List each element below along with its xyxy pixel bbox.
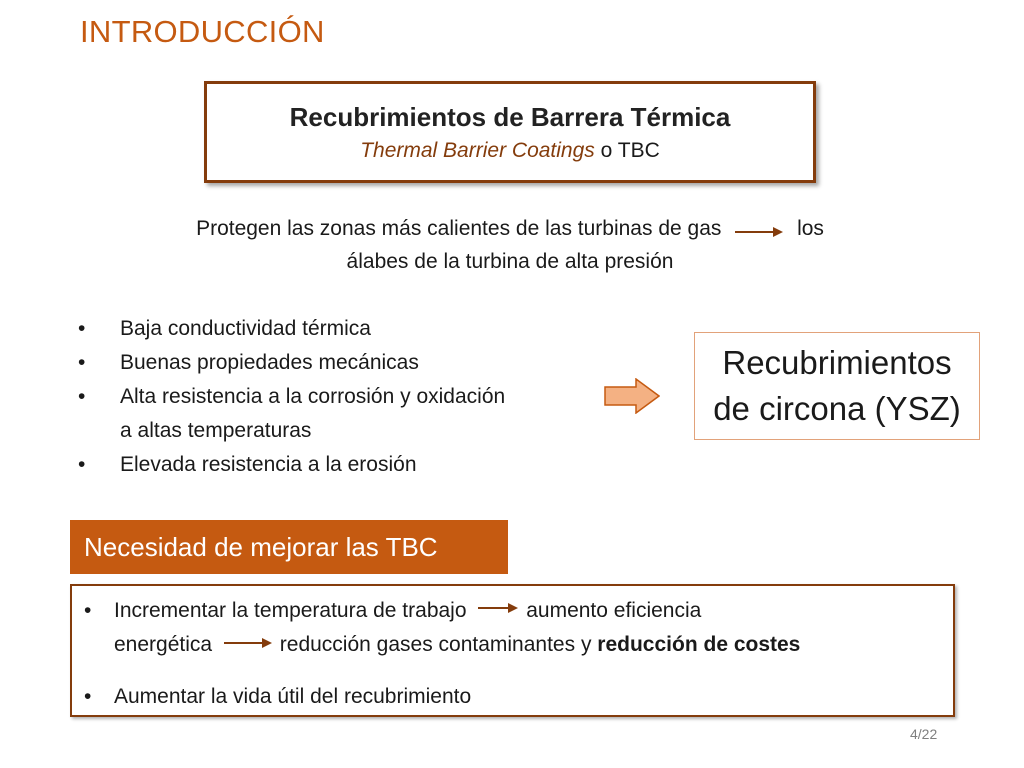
list-item-text: Elevada resistencia a la erosión [120,453,417,476]
bullet-icon: • [78,453,86,476]
improve-text-bold: reducción de costes [597,633,801,657]
tbc-subtitle-acronym: TBC [617,139,660,162]
tbc-title-box [204,81,816,183]
list-item-text: Baja conductividad térmica [120,317,371,340]
list-item [84,680,471,714]
bullet-icon: • [78,317,86,340]
bullet-icon: • [84,599,92,622]
bullet-icon: • [78,385,86,408]
bullet-icon: • [78,351,86,374]
tbc-subtitle-english: Thermal Barrier Coatings [360,139,595,162]
improve-text-part3: energética [114,633,213,657]
improve-text-part1: Incrementar la temperatura de trabajo [114,599,467,622]
need-heading: Necesidad de mejorar las TBC [70,520,508,574]
right-arrow-icon [218,629,274,663]
tbc-subtitle-connector: o [600,139,613,162]
bullet-icon: • [84,685,92,708]
list-item-text: Buenas propiedades mecánicas [120,351,419,374]
right-arrow-icon [733,219,785,239]
list-item-continuation: a altas temperaturas [120,419,312,442]
improvement-box [70,584,955,717]
protect-statement [100,212,920,278]
protect-text-part2: los [797,217,824,240]
ysz-line1: Recubrimientos [722,344,952,381]
ysz-line2: de circona (YSZ) [713,390,961,427]
improve-text-part2: aumento eficiencia [526,599,702,622]
list-item [84,594,800,663]
ysz-box [694,332,980,440]
protect-text-line2: álabes de la turbina de alta presión [346,250,674,273]
improve-text-part4: reducción gases contaminantes y [279,633,592,657]
tbc-subtitle [207,139,813,163]
page-number: 4/22 [910,726,938,742]
improve-text-b2: Aumentar la vida útil del recubrimiento [114,685,472,708]
list-item [78,380,505,414]
properties-list [78,312,505,482]
protect-text-part1: Protegen las zonas más calientes de las turbinas de gas [196,217,722,240]
list-item [78,312,505,346]
tbc-title: Recubrimientos de Barrera Térmica [289,102,731,132]
list-item [78,346,505,380]
block-arrow-icon [604,378,660,419]
right-arrow-icon [472,594,520,628]
list-item [78,448,505,482]
list-item-text: Alta resistencia a la corrosión y oxidación [120,385,506,408]
section-title: INTRODUCCIÓN [80,14,325,49]
